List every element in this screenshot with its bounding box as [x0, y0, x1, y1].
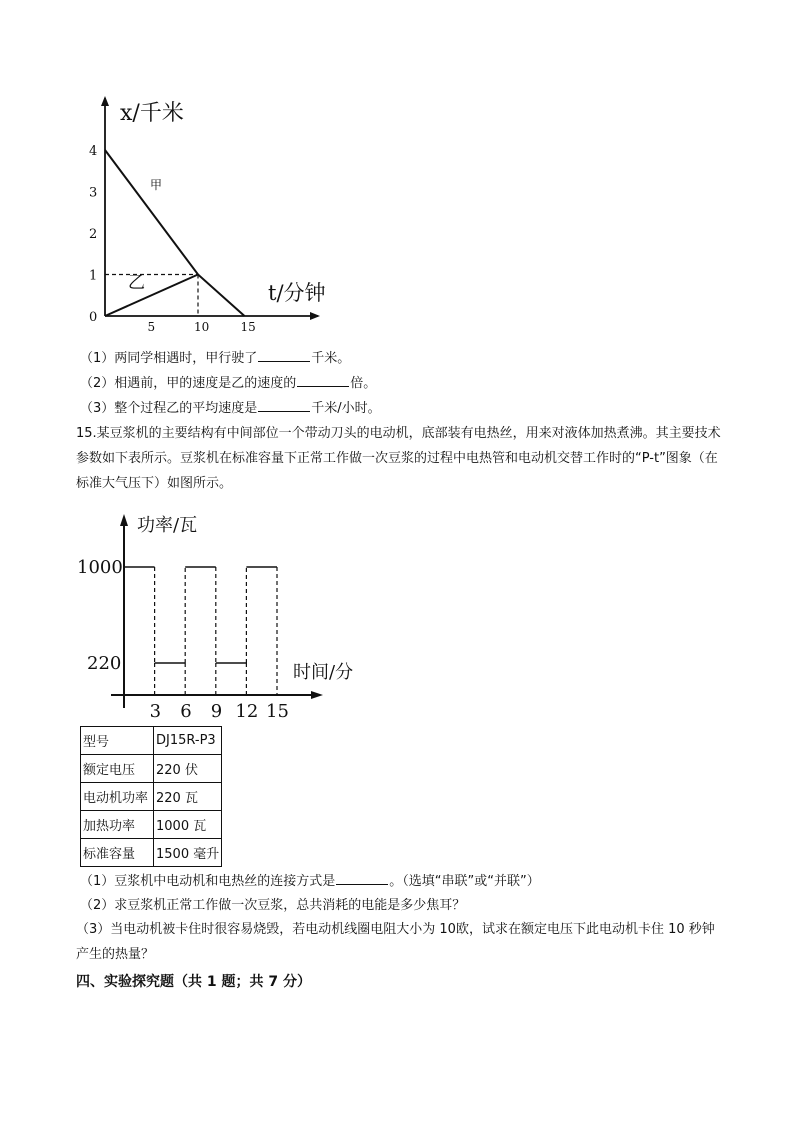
y-axis-label: 功率/瓦 — [137, 515, 198, 536]
spec-value: 220 瓦 — [154, 783, 222, 811]
series-yi-label: 乙 — [128, 273, 145, 293]
q15-part3: （3）当电动机被卡住时很容易烧毁，若电动机线圈电阻大小为 10欧，试求在额定电压下此电动机卡住 10 秒钟产生的热量？ — [76, 922, 715, 962]
q14-part1-unit: 千米。 — [311, 351, 351, 366]
spec-value: DJ15R-P3 — [154, 727, 222, 755]
spec-row — [81, 839, 222, 867]
spec-value: 1000 瓦 — [154, 811, 222, 839]
distance-time-chart — [80, 92, 350, 342]
series-jia-label: 甲 — [150, 178, 163, 192]
q14-part1 — [80, 349, 350, 368]
spec-row — [81, 755, 222, 783]
x-tick-label: 10 — [194, 320, 210, 334]
spec-key: 电动机功率 — [81, 783, 154, 811]
q15-part1-blank[interactable] — [336, 872, 388, 885]
spec-row — [81, 783, 222, 811]
q15-stem: 15.某豆浆机的主要结构有中间部位一个带动刀头的电动机，底部装有电热丝，用来对液体加热煮沸。其主要技术参数如下表所示。豆浆机在标准容量下正常工作做一次豆浆的过程中电热管和电动机交替工作时的“P-t”图象（在标准大气压下）如图所示。 — [76, 426, 721, 491]
y-tick-label: 1000 — [77, 557, 123, 578]
x-tick-label: 9 — [210, 701, 223, 722]
spec-row — [81, 811, 222, 839]
y-tick-label: 1 — [89, 268, 98, 284]
spec-value: 1500 毫升 — [154, 839, 222, 867]
y-axis-label: x/千米 — [120, 101, 184, 126]
y-tick-label: 2 — [89, 227, 98, 242]
power-time-chart-svg — [75, 508, 375, 723]
y-tick-label: 220 — [87, 653, 122, 674]
x-axis-arrow — [311, 691, 323, 699]
q14-part2-blank[interactable] — [297, 374, 349, 387]
q14-part3-blank[interactable] — [258, 399, 310, 412]
q14-part3-unit: 千米/小时。 — [311, 401, 381, 416]
spec-key: 型号 — [81, 727, 154, 755]
spec-key: 额定电压 — [81, 755, 154, 783]
y-tick-label: 3 — [89, 185, 98, 201]
y-tick-label: 0 — [89, 310, 98, 325]
distance-time-chart-svg — [80, 92, 350, 342]
q14-part3 — [80, 399, 381, 418]
y-axis-arrow — [101, 96, 109, 106]
q15-part1-text: （1）豆浆机中电动机和电热丝的连接方式是 — [80, 874, 336, 889]
spec-value: 220 伏 — [154, 755, 222, 783]
y-axis-arrow — [120, 514, 128, 526]
power-time-chart — [75, 508, 375, 723]
x-tick-label: 12 — [235, 701, 259, 722]
q14-part3-text: （3）整个过程乙的平均速度是 — [80, 401, 258, 416]
spec-row — [81, 727, 222, 755]
series-jia-line — [105, 150, 245, 316]
q15-part1 — [80, 872, 540, 891]
x-tick-label: 5 — [147, 320, 156, 334]
q14-part2-text: （2）相遇前，甲的速度是乙的速度的 — [80, 376, 297, 391]
x-tick-label: 3 — [149, 701, 162, 722]
spec-key: 加热功率 — [81, 811, 154, 839]
q14-part1-text: （1）两同学相遇时，甲行驶了 — [80, 351, 258, 366]
x-axis-arrow — [310, 312, 320, 320]
q14-part2 — [80, 374, 376, 393]
y-tick-label: 4 — [89, 144, 98, 159]
x-axis-label: t/分钟 — [268, 281, 326, 305]
x-tick-label: 15 — [266, 701, 289, 722]
q14-part1-blank[interactable] — [258, 349, 310, 362]
x-tick-label: 6 — [180, 701, 192, 722]
spec-table — [80, 726, 222, 867]
x-tick-label: 15 — [240, 320, 256, 334]
series-yi-line — [105, 275, 198, 317]
x-axis-label: 时间/分 — [293, 662, 354, 683]
section-heading: 四、实验探究题（共 1 题；共 7 分） — [76, 974, 311, 990]
q15-part1-hint: 。（选填“串联”或“并联”） — [389, 874, 540, 889]
q15-part2: （2）求豆浆机正常工作做一次豆浆，总共消耗的电能是多少焦耳？ — [80, 898, 466, 913]
spec-key: 标准容量 — [81, 839, 154, 867]
q14-part2-unit: 倍。 — [350, 376, 377, 391]
